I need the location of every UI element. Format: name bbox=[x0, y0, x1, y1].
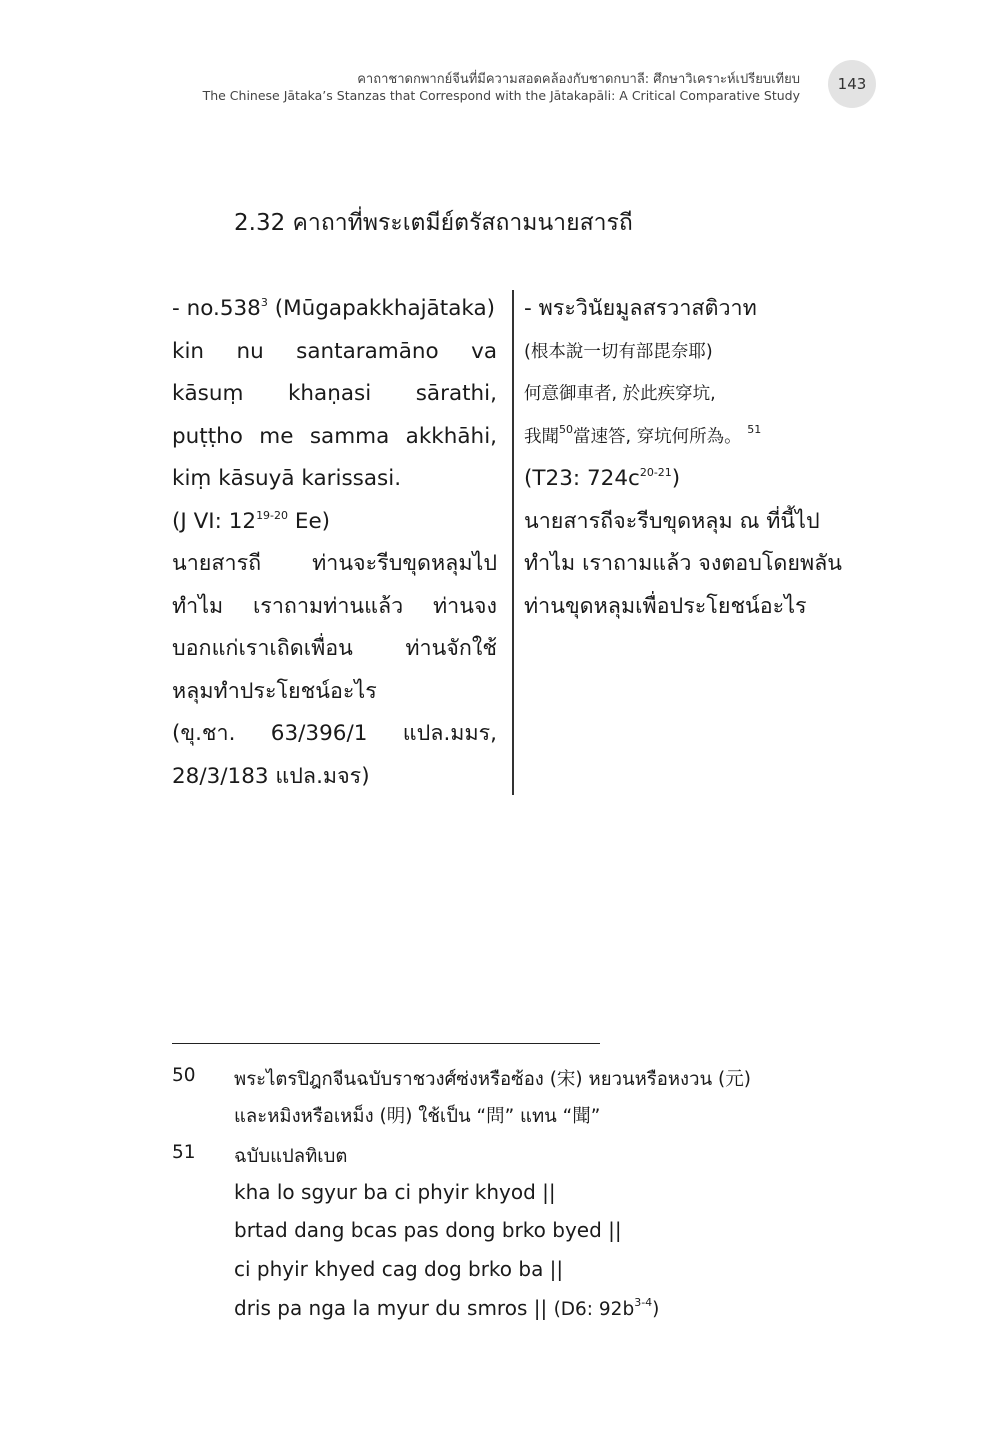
footnote-ref-50: 50 bbox=[559, 422, 573, 436]
pali-source-name: (Mūgapakkhajātaka) bbox=[267, 296, 496, 321]
tibetan-line-1: kha lo sgyur ba ci phyir khyod || bbox=[234, 1180, 556, 1204]
footnote-ref-51: 51 bbox=[747, 422, 762, 436]
chinese-column bbox=[524, 288, 864, 628]
tibetan-line-4 bbox=[234, 1296, 659, 1320]
chinese-verse-line-1: 何意御車者, 於此疾穿坑, bbox=[524, 384, 716, 404]
pali-thai-reference-line-2: 28/3/183 แปล.มจร) bbox=[172, 763, 370, 789]
tibetan-line-2: brtad dang bcas pas dong brko byed || bbox=[234, 1218, 622, 1242]
chinese-vinaya-title: (根本說一切有部毘奈耶) bbox=[524, 341, 713, 362]
pali-column bbox=[172, 288, 497, 798]
footnote-51-line-1: ฉบับแปลทิเบต bbox=[234, 1146, 348, 1167]
chinese-reference bbox=[524, 458, 864, 501]
section-title: 2.32 คาถาที่พระเตมีย์ตรัสถามนายสารถี bbox=[234, 210, 633, 236]
pali-thai-translation-line-3: บอกแก่เราเถิดเพื่อน ท่านจักใช้ bbox=[172, 636, 497, 661]
pali-verse-line-2: kāsuṃ khaṇasi sārathi, bbox=[172, 381, 497, 406]
pali-thai-translation-line-4: หลุมทำประโยชน์อะไร bbox=[172, 678, 377, 704]
running-header-english: The Chinese Jātaka’s Stanzas that Correspond with the Jātakapāli: A Critical Comparative Study bbox=[202, 88, 800, 103]
chinese-ref-prefix: (T23: 724c bbox=[524, 466, 640, 491]
tibetan-ref-suffix: ) bbox=[652, 1299, 660, 1320]
pali-source-prefix: - no.538 bbox=[172, 296, 261, 321]
chinese-verse-line-2-part-b: 當速答, 穿坑何所為。 bbox=[573, 426, 742, 447]
footnote-rule bbox=[172, 1043, 600, 1044]
chinese-thai-translation-line-1: นายสารถีจะรีบขุดหลุม ณ ที่นี้ไป bbox=[524, 508, 820, 534]
page-number-badge: 143 bbox=[828, 60, 876, 108]
tibetan-ref-prefix: (D6: 92b bbox=[553, 1299, 635, 1320]
pali-ref-sup: 19-20 bbox=[256, 508, 289, 522]
chinese-verse-line-2 bbox=[524, 416, 864, 459]
pali-verse-line-4: kiṃ kāsuyā karissasi. bbox=[172, 466, 402, 491]
pali-reference bbox=[172, 501, 497, 544]
pali-verse-line-1: kin nu santaramāno va bbox=[172, 338, 497, 364]
running-header-thai: คาถาชาดกพากย์จีนที่มีความสอดคล้องกับชาดกบาลี: ศึกษาวิเคราะห์เปรียบเทียบ bbox=[357, 72, 800, 87]
tibetan-ref-sup: 3-4 bbox=[634, 1296, 653, 1309]
footnote-50-line-1: พระไตรปิฎกจีนฉบับราชวงศ์ซ่งหรือซ้อง (宋) หยวนหรือหงวน (元) bbox=[234, 1069, 751, 1090]
footnote-50-number: 50 bbox=[172, 1065, 196, 1086]
footnote-51-number: 51 bbox=[172, 1142, 196, 1163]
pali-verse-line-3: puṭṭho me samma akkhāhi, bbox=[172, 423, 497, 449]
pali-thai-translation-line-1: นายสารถี ท่านจะรีบขุดหลุมไป bbox=[172, 551, 497, 576]
tibetan-line-4-text: dris pa nga la myur du smros || bbox=[234, 1296, 554, 1320]
chinese-thai-translation-line-3: ท่านขุดหลุมเพื่อประโยชน์อะไร bbox=[524, 593, 807, 619]
tibetan-line-3: ci phyir khyed cag dog brko ba || bbox=[234, 1257, 564, 1281]
chinese-ref-sup: 20-21 bbox=[639, 466, 672, 479]
chinese-thai-translation-line-2: ทำไม เราถามแล้ว จงตอบโดยพลัน bbox=[524, 551, 843, 576]
pali-thai-translation-line-2: ทำไม เราถามท่านแล้ว ท่านจง bbox=[172, 593, 497, 619]
chinese-verse-line-2-part-a: 我聞 bbox=[524, 426, 559, 447]
column-divider bbox=[512, 290, 514, 795]
pali-thai-reference-line-1: (ขุ.ชา. 63/396/1 แปล.มมร, bbox=[172, 721, 497, 746]
chinese-ref-suffix: ) bbox=[671, 466, 681, 491]
pali-ref-prefix: (J VI: 12 bbox=[172, 508, 257, 534]
chinese-source-line: - พระวินัยมูลสรวาสติวาท bbox=[524, 296, 757, 321]
pali-source-line bbox=[172, 288, 497, 331]
pali-source-footnote-ref: 3 bbox=[260, 296, 268, 309]
footnote-50-line-2: และหมิงหรือเหม็ง (明) ใช้เป็น “問” แทน “聞” bbox=[234, 1106, 601, 1127]
pali-ref-suffix: Ee) bbox=[288, 508, 331, 534]
